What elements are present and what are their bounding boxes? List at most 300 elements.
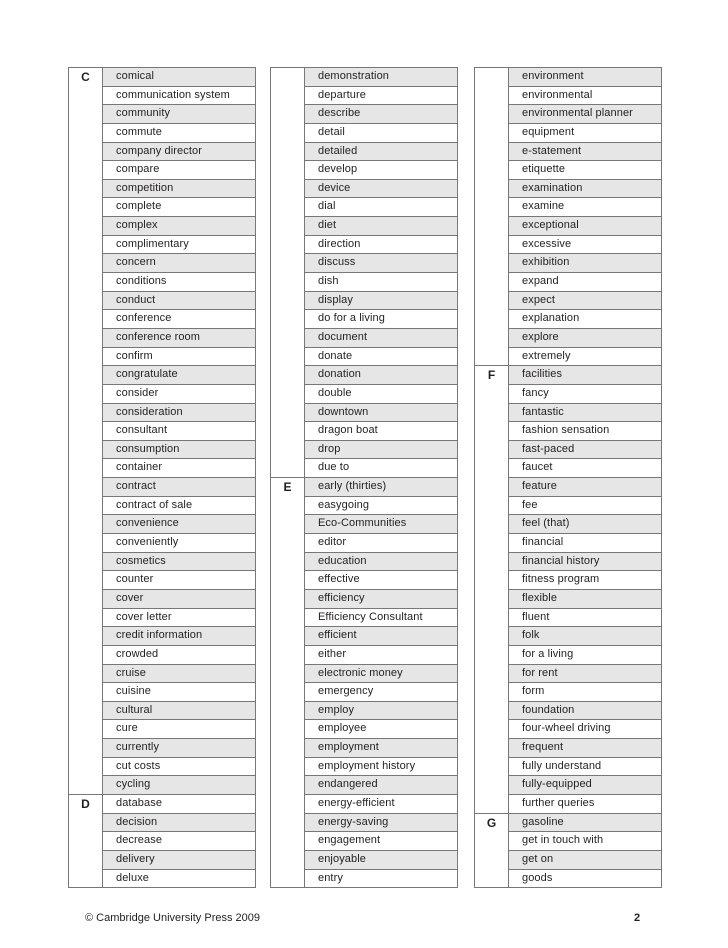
section-letter [475,776,508,794]
vocabulary-word: develop [304,160,457,179]
vocabulary-word: cuisine [102,682,255,701]
word-row [69,701,255,720]
word-row [69,608,255,627]
word-row [69,123,255,142]
section-letter [271,515,304,533]
section-letter [69,627,102,645]
section-letter [69,571,102,589]
vocabulary-word: employee [304,719,457,738]
section-letter: D [81,796,90,811]
section-letter [69,404,102,422]
vocabulary-word: convenience [102,514,255,533]
word-row [69,253,255,272]
word-row [271,626,457,645]
section-letter [475,124,508,142]
word-row [271,86,457,105]
word-row [271,869,457,888]
section-letter [475,720,508,738]
word-row [69,440,255,459]
section-letter [271,105,304,123]
word-row [69,365,255,384]
vocabulary-word: dish [304,272,457,291]
section-letter [69,665,102,683]
word-row [475,123,661,142]
vocabulary-word: efficient [304,626,457,645]
section-letter [69,646,102,664]
section-letter [475,795,508,813]
word-row [271,719,457,738]
section-letter [475,180,508,198]
vocabulary-word: foundation [508,701,661,720]
vocabulary-word: consider [102,384,255,403]
section-letter [271,198,304,216]
vocabulary-word: concern [102,253,255,272]
word-row [271,142,457,161]
vocabulary-word: energy-efficient [304,794,457,813]
vocabulary-word: complimentary [102,235,255,254]
vocabulary-word: Efficiency Consultant [304,608,457,627]
page-number: 2 [634,912,641,924]
word-row [271,794,457,813]
word-row [69,458,255,477]
section-letter [475,198,508,216]
vocabulary-word: community [102,104,255,123]
section-letter [475,310,508,328]
section-letter [69,534,102,552]
word-row [475,384,661,403]
section-letter [475,739,508,757]
word-row [69,738,255,757]
word-row [271,328,457,347]
vocabulary-word: facilities [508,366,661,384]
section-letter [271,814,304,832]
vocabulary-word: conduct [102,291,255,310]
vocabulary-word: employment history [304,757,457,776]
vocabulary-word: complete [102,197,255,216]
section-letter [69,590,102,608]
section-letter [271,143,304,161]
word-row [271,664,457,683]
word-row [69,589,255,608]
word-row [69,869,255,888]
section-letter [69,422,102,440]
section-letter [475,478,508,496]
word-row [69,496,255,515]
word-row [271,440,457,459]
section-letter [475,683,508,701]
word-row [475,850,661,869]
word-row [475,440,661,459]
vocabulary-word: crowded [102,645,255,664]
vocabulary-word: congratulate [102,365,255,384]
vocabulary-word: excessive [508,235,661,254]
section-letter [271,739,304,757]
vocabulary-word: communication system [102,86,255,105]
word-row [271,347,457,366]
vocabulary-word: dragon boat [304,421,457,440]
vocabulary-word: downtown [304,403,457,422]
section-letter: F [487,368,496,383]
word-row [271,123,457,142]
section-letter [475,422,508,440]
word-row [69,272,255,291]
word-row [271,775,457,794]
vocabulary-word: fully understand [508,757,661,776]
word-row [271,589,457,608]
word-row [271,458,457,477]
word-row [271,179,457,198]
section-letter [271,236,304,254]
word-row [271,645,457,664]
section-letter [69,366,102,384]
vocabulary-word: financial history [508,552,661,571]
word-row [271,216,457,235]
vocabulary-word: complex [102,216,255,235]
word-row [475,869,661,888]
word-row [69,86,255,105]
word-row [475,179,661,198]
vocabulary-word: contract of sale [102,496,255,515]
section-letter [69,329,102,347]
vocabulary-word: frequent [508,738,661,757]
word-row [475,197,661,216]
vocabulary-word: competition [102,179,255,198]
word-row [475,309,661,328]
section-letter [475,534,508,552]
vocabulary-word: commute [102,123,255,142]
vocabulary-word: database [102,795,255,813]
word-row [475,738,661,757]
word-row [69,160,255,179]
section-letter [271,646,304,664]
section-letter [69,683,102,701]
vocabulary-word: currently [102,738,255,757]
word-row [475,421,661,440]
word-row [271,253,457,272]
word-row [69,570,255,589]
section-letter [475,553,508,571]
word-row [271,384,457,403]
section-letter [271,180,304,198]
vocabulary-word: e-statement [508,142,661,161]
vocabulary-word: gasoline [508,814,661,832]
vocabulary-word: deluxe [102,869,255,888]
word-row [475,701,661,720]
vocabulary-word: examination [508,179,661,198]
word-row [69,514,255,533]
word-row [69,552,255,571]
section-letter [271,665,304,683]
word-row [69,216,255,235]
vocabulary-word: extremely [508,347,661,366]
word-row [69,104,255,123]
word-row [69,775,255,794]
section-letter [271,497,304,515]
vocabulary-word: cosmetics [102,552,255,571]
section-letter [271,870,304,888]
vocabulary-word: demonstration [304,68,457,86]
section-letter [475,571,508,589]
section-letter [271,404,304,422]
vocabulary-word: early (thirties) [304,478,457,496]
vocabulary-word: explore [508,328,661,347]
word-row [69,67,255,86]
section-letter [271,292,304,310]
word-row [69,328,255,347]
section-letter [271,683,304,701]
vocabulary-word: cover letter [102,608,255,627]
word-row [271,272,457,291]
vocabulary-word: further queries [508,794,661,813]
vocabulary-word: consultant [102,421,255,440]
section-letter [475,758,508,776]
section-letter [271,627,304,645]
vocabulary-word: due to [304,458,457,477]
vocabulary-word: etiquette [508,160,661,179]
word-row [271,850,457,869]
vocabulary-word: comical [102,68,255,86]
section-letter [475,404,508,422]
word-row [69,179,255,198]
word-row [69,142,255,161]
vocabulary-word: compare [102,160,255,179]
section-letter [271,366,304,384]
section-letter [69,143,102,161]
vocabulary-word: container [102,458,255,477]
section-letter [69,459,102,477]
section-letter [271,590,304,608]
vocabulary-word: fluent [508,608,661,627]
vocabulary-word: consumption [102,440,255,459]
vocabulary-word: do for a living [304,309,457,328]
vocabulary-word: detailed [304,142,457,161]
vocabulary-word: departure [304,86,457,105]
word-row [69,403,255,422]
section-letter [69,776,102,794]
word-row [475,347,661,366]
word-row [475,664,661,683]
vocabulary-word: conveniently [102,533,255,552]
section-letter [271,124,304,142]
section-letter [69,236,102,254]
section-letter [475,143,508,161]
section-letter [475,851,508,869]
word-row [475,645,661,664]
section-letter: E [283,480,292,495]
section-letter [271,329,304,347]
word-row [271,831,457,850]
word-row [475,253,661,272]
section-letter [475,441,508,459]
vocabulary-word: double [304,384,457,403]
word-row [475,775,661,794]
word-row [475,86,661,105]
vocabulary-word: efficiency [304,589,457,608]
vocabulary-word: goods [508,869,661,888]
vocabulary-word: faucet [508,458,661,477]
section-letter [271,217,304,235]
vocabulary-word: endangered [304,775,457,794]
word-row [271,160,457,179]
vocabulary-word: feel (that) [508,514,661,533]
section-letter [69,851,102,869]
vocabulary-word: cut costs [102,757,255,776]
word-row [475,477,661,496]
word-row [475,794,661,813]
vocabulary-word: four-wheel driving [508,719,661,738]
vocabulary-word: decrease [102,831,255,850]
vocabulary-word: device [304,179,457,198]
word-row [475,570,661,589]
vocabulary-word: Eco-Communities [304,514,457,533]
section-letter [69,478,102,496]
section-letter [69,870,102,888]
vocabulary-word: fast-paced [508,440,661,459]
copyright-footer: © Cambridge University Press 2009 [85,912,261,924]
section-letter [475,348,508,366]
vocabulary-word: editor [304,533,457,552]
section-letter [69,497,102,515]
vocabulary-word: exhibition [508,253,661,272]
section-letter [69,441,102,459]
section-letter [271,571,304,589]
word-row [475,104,661,123]
word-row [475,682,661,701]
word-row [271,496,457,515]
vocabulary-word: conference [102,309,255,328]
word-column-3 [474,67,662,888]
word-row [475,272,661,291]
vocabulary-word: exceptional [508,216,661,235]
vocabulary-word: effective [304,570,457,589]
word-row [271,608,457,627]
vocabulary-word: employment [304,738,457,757]
word-row [69,850,255,869]
vocabulary-word: cover [102,589,255,608]
section-letter [475,515,508,533]
word-row [271,403,457,422]
vocabulary-word: consideration [102,403,255,422]
word-row [475,757,661,776]
section-letter [475,329,508,347]
vocabulary-word: expect [508,291,661,310]
vocabulary-word: emergency [304,682,457,701]
section-letter [69,105,102,123]
word-row [271,421,457,440]
word-row [475,831,661,850]
section-letter [271,310,304,328]
vocabulary-word: dial [304,197,457,216]
section-letter [475,665,508,683]
word-row [271,291,457,310]
section-letter [271,459,304,477]
section-letter [271,273,304,291]
word-row [475,235,661,254]
section-letter [475,590,508,608]
vocabulary-word: form [508,682,661,701]
section-letter [69,720,102,738]
word-row [271,813,457,832]
word-row [69,309,255,328]
word-row [271,67,457,86]
vocabulary-word: electronic money [304,664,457,683]
word-row [271,365,457,384]
vocabulary-word: detail [304,123,457,142]
vocabulary-word: employ [304,701,457,720]
section-letter: C [81,70,90,84]
word-row [271,701,457,720]
section-letter [271,385,304,403]
vocabulary-word: energy-saving [304,813,457,832]
word-row [475,142,661,161]
vocabulary-word: explanation [508,309,661,328]
vocabulary-word: donate [304,347,457,366]
section-letter [475,105,508,123]
vocabulary-word: enjoyable [304,850,457,869]
vocabulary-word: donation [304,365,457,384]
word-row [69,197,255,216]
section-letter [475,87,508,105]
section-letter [271,68,304,86]
word-row [271,552,457,571]
vocabulary-word: for rent [508,664,661,683]
section-letter [69,161,102,179]
vocabulary-word: either [304,645,457,664]
word-row [475,533,661,552]
vocabulary-word: entry [304,869,457,888]
section-letter [271,758,304,776]
section-letter [271,348,304,366]
section-letter [271,441,304,459]
vocabulary-word: expand [508,272,661,291]
vocabulary-word: easygoing [304,496,457,515]
section-letter [69,702,102,720]
section-letter [475,273,508,291]
vocabulary-word: contract [102,477,255,496]
word-row [271,197,457,216]
word-row [69,719,255,738]
section-letter [69,609,102,627]
vocabulary-word: equipment [508,123,661,142]
word-row [69,384,255,403]
vocabulary-word: cruise [102,664,255,683]
word-row [475,589,661,608]
word-row [69,626,255,645]
vocabulary-word: environment [508,68,661,86]
word-row [271,514,457,533]
section-letter [475,627,508,645]
vocabulary-word: display [304,291,457,310]
word-row [475,67,661,86]
word-row [69,757,255,776]
word-row [475,719,661,738]
word-row [475,216,661,235]
word-row [69,664,255,683]
vocabulary-word: folk [508,626,661,645]
vocabulary-word: fully-equipped [508,775,661,794]
word-row [69,794,255,813]
vocabulary-word: confirm [102,347,255,366]
word-row [271,738,457,757]
vocabulary-word: financial [508,533,661,552]
vocabulary-word: drop [304,440,457,459]
vocabulary-word: feature [508,477,661,496]
section-letter [271,795,304,813]
section-letter [475,870,508,888]
vocabulary-word: describe [304,104,457,123]
section-letter [475,702,508,720]
section-letter [475,646,508,664]
